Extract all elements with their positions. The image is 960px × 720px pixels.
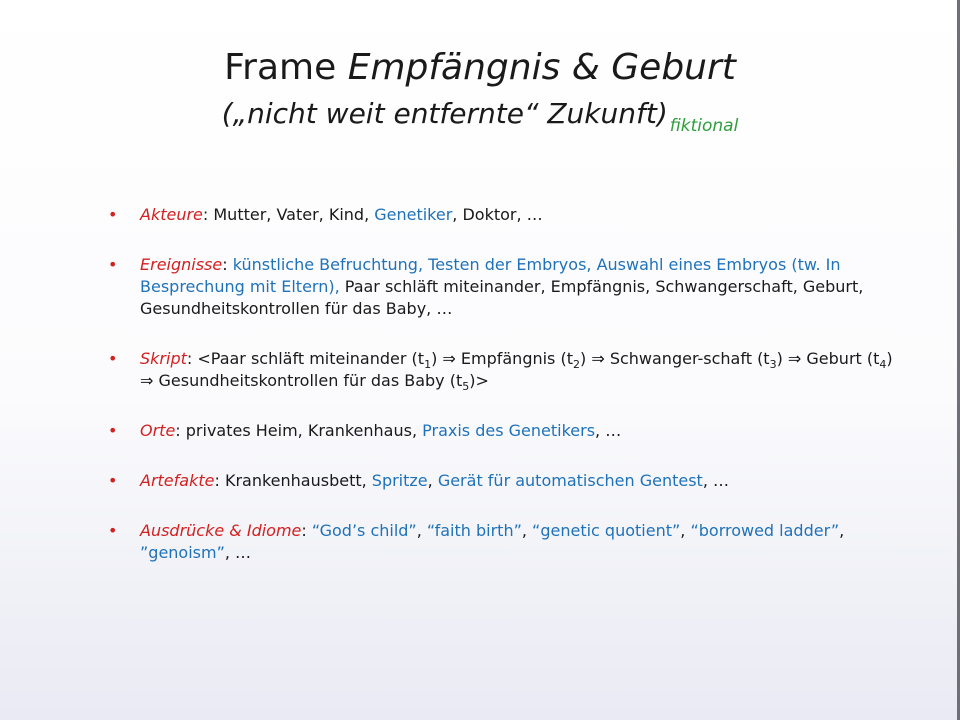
bullet-text: Genetiker: [374, 205, 453, 224]
bullet-label: Ausdrücke & Idiome: [140, 521, 302, 540]
bullet-text: ,: [416, 521, 427, 540]
bullet-item: [108, 520, 908, 564]
bullet-text: Gerät für automatischen Gentest: [437, 471, 703, 490]
title-line-1: [0, 44, 960, 92]
bullet-item: [108, 470, 908, 492]
bullet-text: “God’s child”: [311, 521, 417, 540]
bullet-text: “faith birth”: [426, 521, 522, 540]
bullet-text: , Doktor, …: [452, 205, 543, 224]
time-subscript: 2: [573, 358, 580, 372]
bullet-text: : Mutter, Vater, Kind,: [202, 205, 375, 224]
bullet-text: , …: [224, 543, 252, 562]
title-subtitle: („nicht weit entfernte“ Zukunft): [221, 97, 668, 130]
time-subscript: 1: [424, 358, 432, 372]
title-frame-word: Frame: [224, 47, 337, 88]
bullet-text: , …: [595, 421, 622, 440]
bullet-label: Artefakte: [140, 471, 215, 490]
bullet-text: : <Paar schläft miteinander (t: [186, 349, 425, 368]
bullet-text: ) ⇒ Schwanger-schaft (t: [580, 349, 770, 368]
bullet-text: “borrowed ladder”: [690, 521, 840, 540]
bullet-list: [108, 204, 908, 592]
bullet-dot: •: [108, 349, 118, 368]
bullet-text: )>: [469, 371, 489, 390]
bullet-item: [108, 420, 908, 442]
bullet-dot: •: [108, 471, 118, 490]
bullet-text: “genetic quotient”: [532, 521, 681, 540]
bullet-text: Spritze: [371, 471, 428, 490]
bullet-text: ”genoism”: [140, 543, 225, 562]
bullet-label: Ereignisse: [140, 255, 223, 274]
bullet-text: ,: [521, 521, 533, 540]
bullet-item: [108, 254, 908, 320]
bullet-label: Orte: [140, 421, 176, 440]
bullet-text: ) ⇒ Empfängnis (t: [431, 349, 573, 368]
bullet-text: ,: [839, 521, 845, 540]
bullet-dot: •: [108, 255, 118, 274]
bullet-text: Praxis des Genetikers: [422, 421, 596, 440]
bullet-text: , …: [702, 471, 729, 490]
time-subscript: 4: [879, 358, 887, 372]
title-subscript: fiktional: [669, 116, 739, 136]
bullet-item: [108, 348, 908, 392]
bullet-text: : Krankenhausbett,: [214, 471, 372, 490]
bullet-text: Paar schläft miteinander, Empfängnis, Schwangerschaft, Geburt, Gesundheitskontrollen für das Baby, …: [140, 277, 864, 318]
bullet-dot: •: [108, 521, 118, 540]
bullet-text: künstliche Befruchtung, Testen der Embryos, Auswahl eines Embryos (tw. In Besprechung mit Eltern),: [140, 255, 841, 296]
bullet-text: ,: [427, 471, 438, 490]
bullet-label: Akteure: [140, 205, 203, 224]
title-line-2: [0, 94, 960, 146]
bullet-text: ,: [680, 521, 691, 540]
slide-title: [0, 44, 960, 146]
bullet-text: ) ⇒ Geburt (t: [776, 349, 880, 368]
bullet-label: Skript: [140, 349, 187, 368]
bullet-text: :: [222, 255, 233, 274]
time-subscript: 5: [462, 380, 470, 394]
bullet-text: : privates Heim, Krankenhaus,: [175, 421, 423, 440]
time-subscript: 3: [769, 358, 777, 372]
bullet-dot: •: [108, 205, 118, 224]
title-frame-name: Empfängnis & Geburt: [347, 47, 736, 88]
bullet-item: [108, 204, 908, 226]
bullet-text: ) ⇒ Gesundheitskontrollen für das Baby (t: [140, 349, 893, 390]
bullet-text: :: [301, 521, 312, 540]
bullet-dot: •: [108, 421, 118, 440]
